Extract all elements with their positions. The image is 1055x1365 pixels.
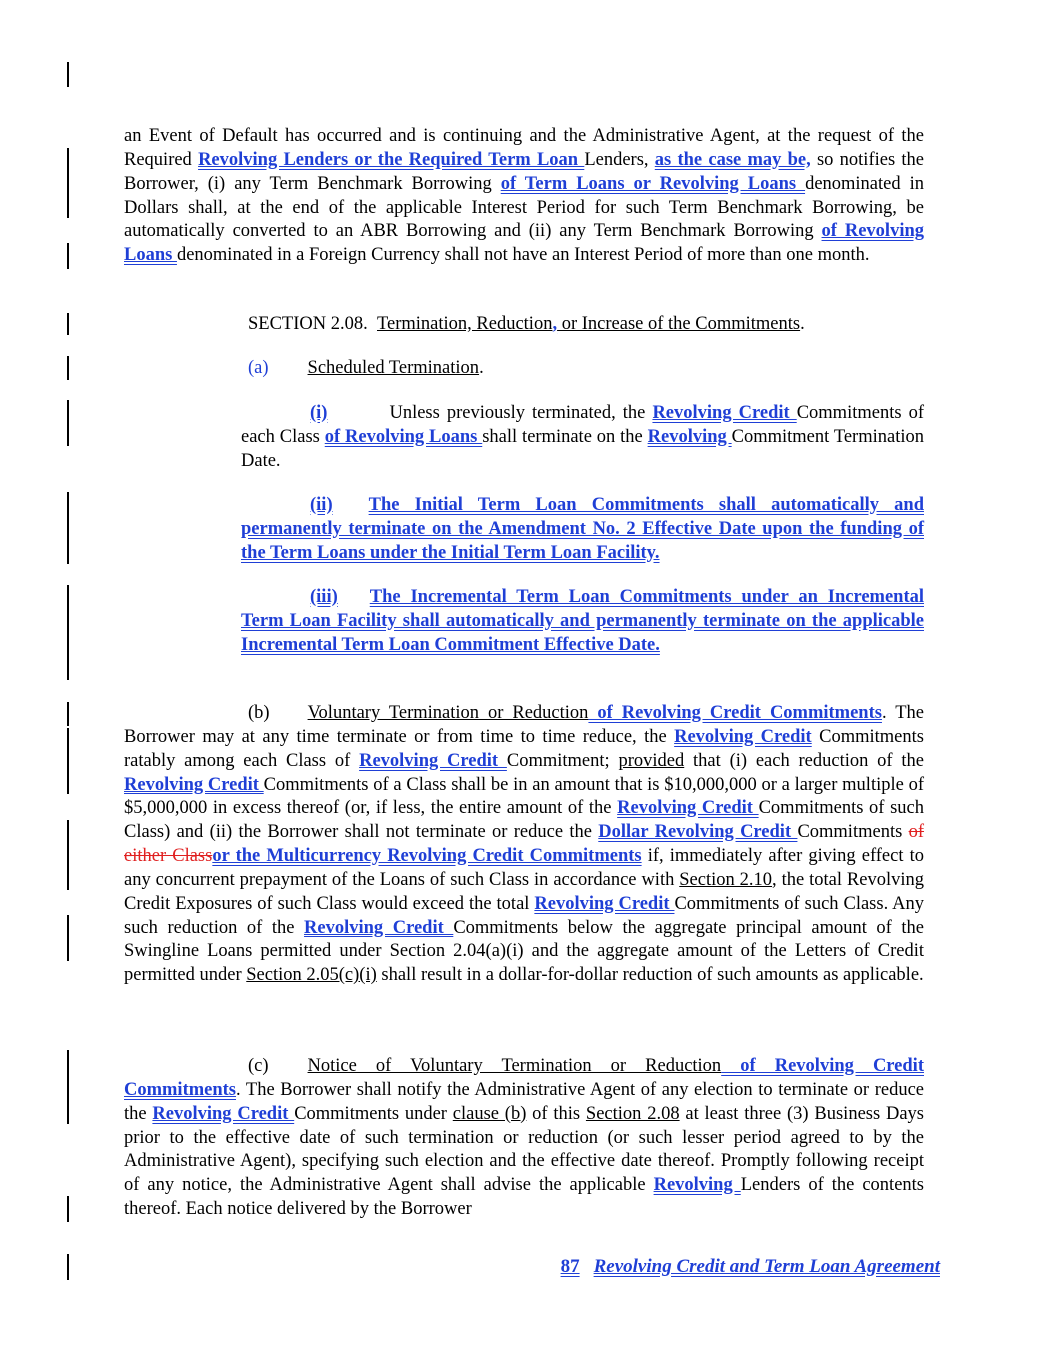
text-run: Lenders of the contents thereof. Each notice delivered by the Borrower [124, 1175, 924, 1220]
clause-label: (ii) [310, 495, 333, 515]
change-bar [67, 1254, 69, 1280]
text-run: so notifies the Borrower, (i) any Term Benchmark Borrowing [124, 149, 924, 194]
inserted-text: Revolving [653, 1175, 741, 1196]
change-bar [67, 702, 69, 726]
inserted-text: , [552, 314, 558, 334]
change-bar [67, 62, 69, 87]
inserted-text: as the case may be, [654, 149, 811, 170]
subsection-title: Voluntary Termination or Reduction [307, 703, 589, 723]
inserted-text: Revolving Credit [674, 726, 812, 747]
text-run: at least three (3) Business Days prior to the effective date of such termination or reduction (or such lesser period agreed to by the Administrative Agent), specifying such election and the effective date thereof. Promptly following receipt of any notice, the Administrative Agent shall advise the applicable [124, 1103, 925, 1196]
inserted-text: Revolving Credit [359, 750, 507, 771]
text-run: Commitments of such Class. Any such reduction of the [124, 893, 924, 938]
text-run: that (i) each reduction of the [684, 750, 924, 771]
text-run: shall terminate on the [482, 426, 648, 447]
text-run: if, immediately after giving effect to any concurrent prepayment of the Loans of such Class in accordance with [124, 846, 925, 890]
text-run: Commitments of a Class shall be in an amount that is $10,000,000 or a larger multiple of $5,000,000 in excess thereof (or, if less, the entire amount of the [124, 774, 924, 819]
text-run: of this [526, 1103, 586, 1124]
inserted-text: Revolving Credit [534, 893, 675, 914]
text-run: Commitments ratably among each Class of [124, 726, 924, 771]
inserted-text: Revolving Credit [152, 1103, 295, 1124]
text-run: Commitment; [506, 750, 619, 771]
change-bar [67, 1050, 69, 1124]
deleted-text: of either Class [124, 822, 925, 867]
change-bar [67, 492, 69, 564]
paragraph-event-of-default [124, 125, 924, 268]
text-run: denominated in Dollars shall, at the end of the applicable Interest Period for such Term Benchmark Borrowing, be automatically converted to an ABR Borrowing and (ii) any Term Benchmark Borrowing [124, 173, 924, 242]
cross-reference: Section 2.08 [585, 1103, 680, 1124]
change-bar [67, 243, 69, 269]
cross-reference: Section 2.05(c)(i) [246, 965, 377, 986]
subsection-a-heading [248, 357, 484, 381]
inserted-text: Dollar Revolving Credit [598, 822, 798, 843]
text-run: . [479, 358, 484, 378]
clause-ii [241, 494, 924, 566]
section-title: or Increase of the Commitments [557, 314, 801, 334]
inserted-text: of Revolving Credit Commitments [124, 1056, 924, 1100]
inserted-text: Revolving Credit [652, 403, 797, 423]
text-run: Lenders, [584, 149, 655, 170]
text-run: an Event of Default has occurred and is continuing and the Administrative Agent, at the request of the Required [124, 126, 924, 170]
cross-reference: Section 2.10 [679, 869, 773, 890]
subsection-label: (a) [248, 358, 269, 378]
inserted-text: The Initial Term Loan Commitments shall automatically and permanently terminate on the Amendment No. 2 Effective Date upon the funding of the Term Loans under the Initial Term Loan Facility. [241, 495, 924, 563]
text-run: Commitment Termination Date. [241, 426, 924, 471]
change-bar [67, 728, 69, 794]
subsection-c [124, 1055, 924, 1222]
cross-reference: clause (b) [452, 1103, 527, 1124]
text-run: . The Borrower shall notify the Administrative Agent of any election to terminate or reduce the [124, 1079, 924, 1124]
inserted-text: Revolving Credit [617, 798, 759, 819]
page-footer [561, 1256, 940, 1278]
clause-iii [241, 586, 924, 658]
inserted-text: or the Multicurrency Revolving Credit Commitments [212, 846, 642, 867]
change-bar [67, 148, 69, 218]
subsection-label: (b) [248, 703, 270, 723]
text-run: Commitments of each Class [241, 403, 924, 447]
change-bar [67, 585, 69, 680]
text-run: Commitments under [294, 1103, 453, 1124]
clause-label: (iii) [310, 587, 338, 607]
inserted-text: of Revolving Loans [124, 221, 924, 266]
change-bar [67, 356, 69, 380]
text-run: . The Borrower may at any time terminate or from time to time reduce, the [124, 703, 924, 747]
text-run: Commitments [797, 822, 909, 843]
inserted-text: of Term Loans or Revolving Loans [500, 173, 806, 194]
change-bar [67, 400, 69, 446]
section-title: Termination, Reduction [377, 314, 553, 334]
change-bar [67, 820, 69, 890]
subsection-b [124, 702, 924, 988]
subsection-title: Notice of Voluntary Termination or Reduction [307, 1056, 722, 1076]
clause-label: (i) [310, 403, 328, 423]
change-bar [67, 1196, 69, 1222]
text-run: shall result in a dollar-for-dollar reduction of such amounts as applicable. [376, 965, 924, 986]
inserted-text: of Revolving Credit Commitments [588, 703, 882, 723]
inserted-text: The Incremental Term Loan Commitments under an Incremental Term Loan Facility shall automatically and permanently terminate on the applicable Incremental Term Loan Commitment Effective Date. [241, 587, 924, 655]
section-number: SECTION 2.08. [248, 314, 368, 334]
inserted-text: Revolving Credit [304, 917, 454, 938]
section-heading [248, 313, 805, 337]
inserted-text: of Revolving Loans [324, 426, 483, 447]
page-number: 87 [560, 1256, 580, 1277]
clause-i [241, 402, 924, 474]
inserted-text: Revolving Lenders or the Required Term Loan [198, 149, 585, 170]
inserted-text: Revolving [647, 426, 732, 447]
text-run: Commitments of such Class) and (ii) the Borrower shall not terminate or reduce the [124, 798, 925, 843]
change-bar [67, 915, 69, 961]
document-title: Revolving Credit and Term Loan Agreement [593, 1256, 940, 1277]
text-run: denominated in a Foreign Currency shall not have an Interest Period of more than one month. [176, 245, 870, 266]
text-run: Unless previously terminated, the [389, 403, 653, 423]
inserted-text: Revolving Credit [124, 774, 264, 795]
text-run: . [800, 314, 805, 334]
subsection-label: (c) [248, 1056, 269, 1076]
text-run: Commitments below the aggregate principal amount of the Swingline Loans permitted under Section 2.04(a)(i) and the aggregate amount of the Letters of Credit permitted under [124, 917, 924, 986]
defined-term: provided [618, 750, 685, 771]
change-bar [67, 313, 69, 335]
subsection-title: Scheduled Termination [307, 358, 480, 378]
text-run: , the total Revolving Credit Exposures of such Class would exceed the total [124, 869, 924, 914]
